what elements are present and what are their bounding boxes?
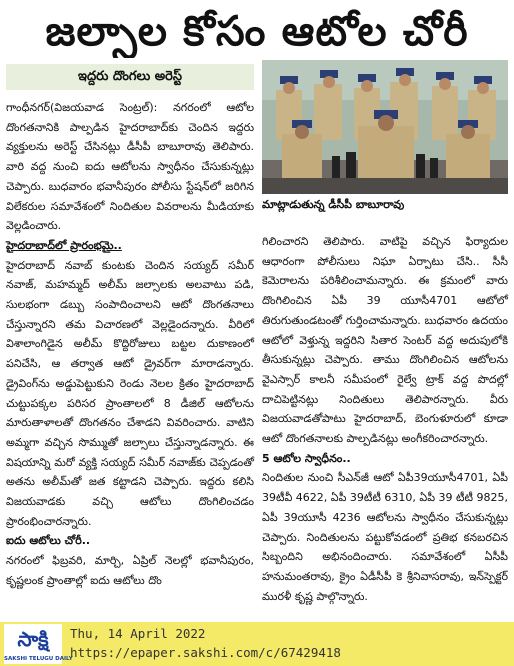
sakshi-logo[interactable] bbox=[4, 624, 73, 664]
article-paragraph: హైదరాబాద్ నవాబ్ కుంటకు చెందిన సయ్యద్ సమీర్ నవాజ్, మహమ్మద్ అలీమ్ జల్సాలకు అలవాటు పడి, సులభంగా డబ్బు సంపాదించాలని ఆటో దొంగతనాలు చేస్తున్నారని తమ విచారణలో వెల్లడైందన్నారు. వీరిలో విశాలాంగిడైన అలీమ్ కొద్దిరోజులు బట్టల దుకాణంలో పనిచేసి, ఆ తర్వాత ఆటో డ్రైవర్‌గా మారాడన్నారు. డ్రైవింగ్‌ను అడ్డుపెట్టుకుని రెండు నెలల క్రితం హైదరాబాద్ చుట్టుపక్కల పరిసర ప్రాంతాలలో 8 డీజిల్ ఆటోలను మారుతాళాలతో దొంగతనం చేశాడని వివరించారు. వాటిని అమ్మగా వచ్చిన సొమ్ముతో జల్సాలు చేస్తున్నాడన్నారు. ఈ విషయాన్ని మరో వ్యక్తి సయ్యద్ సమీర్ నవాజ్‌కు చెప్పడంతో అతను అలీమ్‌తో జత కట్టాడని చెప్పారు. ఇద్దరు కలిసి విజయవాడకు వచ్చి ఆటోలు దొంగిలించడం ప్రారంభించారన్నారు. bbox=[6, 258, 254, 528]
article-right-column bbox=[262, 232, 508, 606]
logo-text: సాక్షి bbox=[17, 627, 49, 651]
section-heading: 5 ఆటోల స్వాధీనం.. bbox=[262, 451, 351, 465]
press-meet-photo bbox=[262, 60, 508, 194]
epaper-url-link[interactable]: https://epaper.sakshi.com/c/67429418 bbox=[70, 645, 341, 660]
section-heading: ఐదు ఆటోలు చోరీ.. bbox=[6, 534, 91, 548]
logo-subtext: SAKSHI TELUGU DAILY bbox=[4, 656, 73, 662]
section-heading: హైదరాబాద్‌లో ప్రారంభమై.. bbox=[6, 238, 122, 252]
article-subheadline: ఇద్దరు దొంగలు అరెస్ట్ bbox=[6, 64, 254, 90]
article-paragraph: నగరంలో ఫిబ్రవరి, మార్చి, ఏప్రిల్ నెలల్లో భవానీపురం, కృష్ణలంక ప్రాంతాల్లో ఐదు ఆటోలు దొం bbox=[6, 554, 254, 587]
article-left-column bbox=[6, 98, 254, 591]
article-paragraph: గిలించారని తెలిపారు. వాటిపై వచ్చిన ఫిర్యాదుల ఆధారంగా పోలీసులు నిఘా ఏర్పాటు చేసి.. సీసీ కెమెరాలను పరిశీలించామన్నారు. ఈ క్రమంలో వారు దొంగిలించిన ఏపీ 39 యూసీ4701 ఆటోలో తిరుగుతుండటంతో గుర్తించామన్నారు. బుధవారం ఉదయం ఆటోలో వెళ్తున్న ఇద్దరిని సితార సెంటర్ వద్ద అదుపులోకి తీసుకున్నట్లు చెప్పారు. తాము దొంగిలించిన ఆటోలను వైఎస్సార్ కాలనీ సమీపంలో రైల్వే ట్రాక్ వద్ద పొదల్లో దాచిపెట్టినట్లు నిందితులు తెలిపారన్నారు. వీరు విజయవాడతోపాటు హైదరాబాద్, బెంగుళూరులో కూడా ఆటో దొంగతనాలకు పాల్పడినట్లు అంగీకరించారన్నారు. bbox=[262, 235, 508, 446]
epaper-footer bbox=[0, 622, 514, 666]
article-paragraph: నిందితుల నుంచి సీఎన్‌జీ ఆటో ఏపీ39యూసీ4701, ఏపీ 39టీవీ 4622, ఏపీ 39టీటీ 6310, ఏపీ 39 టీటీ 9825, ఏపీ 39యూసీ 4236 ఆటోలను స్వాధీనం చేసుకున్నట్లు చెప్పారు. నిందితులను పట్టుకోవడంలో ప్రతిభ కనబరచిన సిబ్బందిని అభినందించారు. సమావేశంలో ఏసీపీ హనుమంతరావు, క్రైం ఏడీసీపీ కె శ్రీనివాసరావు, ఇన్‌స్పెక్టర్ మురళీ కృష్ణ పాల్గొన్నారు. bbox=[262, 471, 509, 603]
article-headline: జల్సాల కోసం ఆటోల చోరీ bbox=[45, 7, 469, 55]
article-paragraph: గాంధీనగర్(విజయవాడ సెంట్రల్): నగరంలో ఆటోల దొంగతనానికి పాల్పడిన హైదరాబాద్‌కు చెందిన ఇద్దరు వ్యక్తులను అరెస్ట్ చేసినట్లు డీసీపీ బాబూరావు తెలిపారు. వారి వద్ద నుంచి ఐదు ఆటోలను స్వాధీనం చేసుకున్నట్లు చెప్పారు. బుధవారం భవానీపురం పోలీసు స్టేషన్‌లో జరిగిన విలేకరుల సమావేశంలో నిందితుల వివరాలను మీడియాకు వెల్లడించారు. bbox=[6, 101, 254, 233]
publication-date: Thu, 14 April 2022 bbox=[70, 626, 206, 641]
photo-caption: మాట్లాడుతున్న డీసీపీ బాబూరావు bbox=[262, 198, 405, 211]
